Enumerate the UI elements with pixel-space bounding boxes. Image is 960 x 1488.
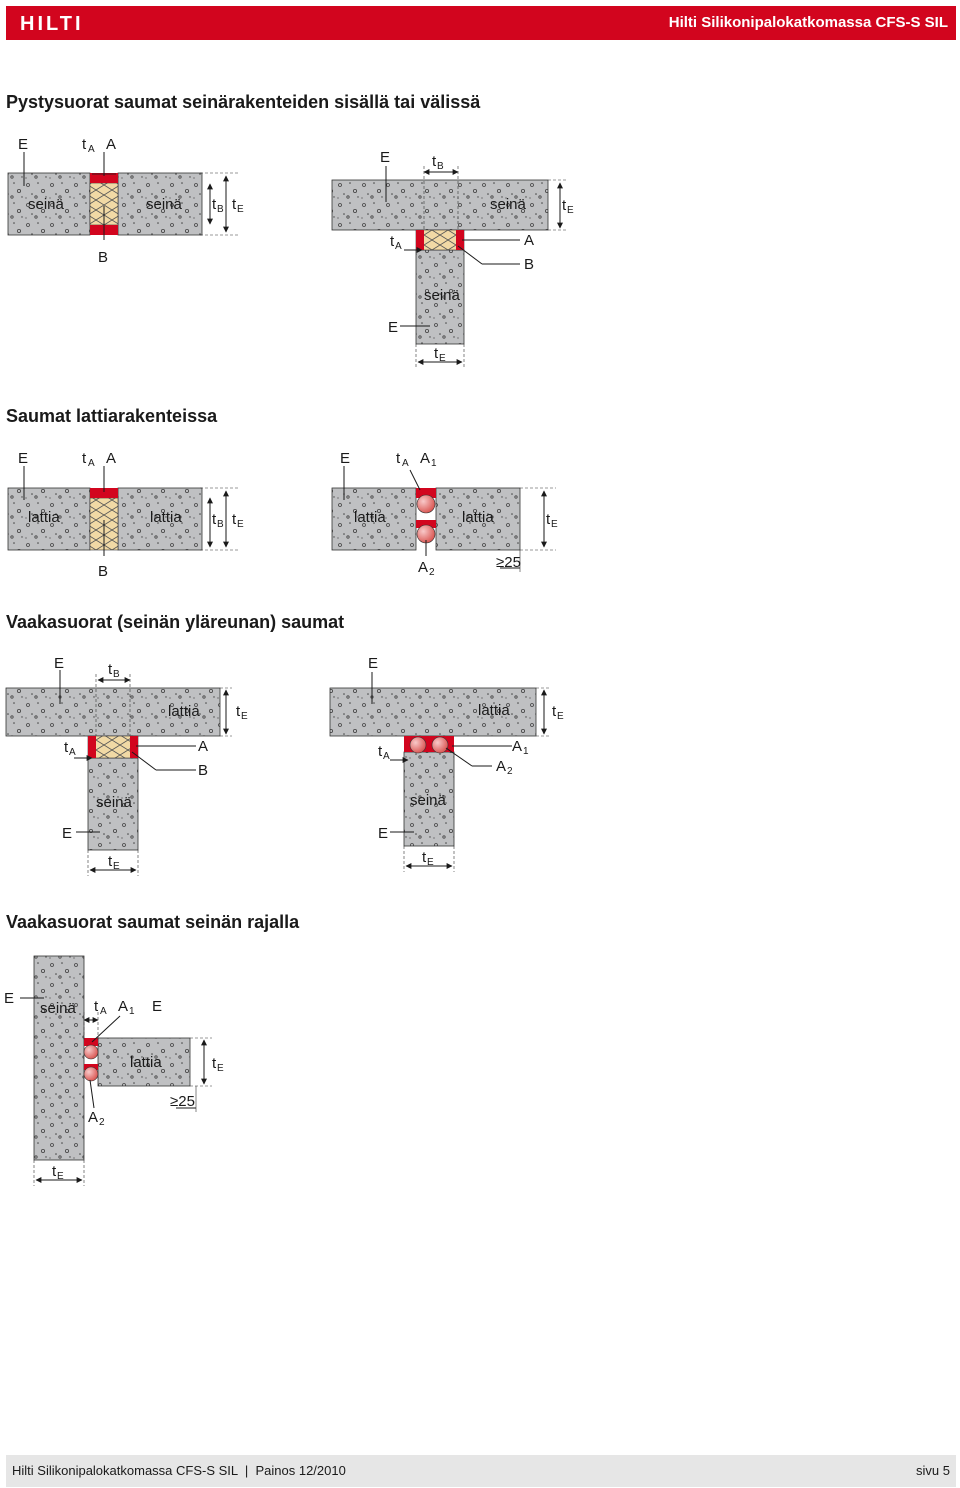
- label-sub-E: E: [567, 205, 574, 216]
- label-E: E: [62, 825, 73, 842]
- label-t: t: [108, 661, 113, 678]
- label-min-25: ≥25: [496, 554, 521, 571]
- label-t: t: [108, 853, 113, 870]
- drawing-wall-edge-floor-joint: [20, 956, 212, 1186]
- label-min-25: ≥25: [170, 1093, 195, 1110]
- label-sub-E: E: [557, 711, 564, 722]
- header-title: Hilti Silikonipalokatkomassa CFS-S SIL: [668, 14, 948, 31]
- label-floor: lattia: [130, 1054, 162, 1071]
- label-t: t: [396, 450, 401, 467]
- label-E: E: [378, 825, 389, 842]
- label-E: E: [18, 136, 29, 153]
- label-t: t: [212, 511, 217, 528]
- label-wall: seinä: [40, 1000, 76, 1017]
- label-sub-2: 2: [99, 1117, 105, 1128]
- label-A2: A: [418, 559, 429, 576]
- label-sub-A: A: [100, 1006, 107, 1017]
- label-A1: A: [420, 450, 431, 467]
- label-wall: seinä: [424, 287, 460, 304]
- label-t: t: [434, 345, 439, 362]
- label-floor: lattia: [168, 703, 200, 720]
- label-sub-E: E: [217, 1063, 224, 1074]
- label-sub-A: A: [395, 241, 402, 252]
- label-t: t: [232, 196, 237, 213]
- label-sub-A: A: [383, 751, 390, 762]
- label-A: A: [106, 450, 117, 467]
- label-wall: seinä: [28, 196, 64, 213]
- label-E: E: [388, 319, 399, 336]
- label-E: E: [152, 998, 163, 1015]
- label-sub-E: E: [551, 519, 558, 530]
- label-A: A: [106, 136, 117, 153]
- label-A1: A: [512, 738, 523, 755]
- section-title-floor-joints: Saumat lattiarakenteissa: [6, 406, 218, 426]
- label-E: E: [340, 450, 351, 467]
- label-sub-1: 1: [431, 458, 437, 469]
- label-B: B: [98, 563, 109, 580]
- label-floor: lattia: [150, 509, 182, 526]
- label-sub-B: B: [113, 669, 120, 680]
- logo-text: HILTI: [20, 14, 84, 32]
- label-t: t: [422, 849, 427, 866]
- footer-bar: [6, 1455, 956, 1487]
- label-wall: seinä: [146, 196, 182, 213]
- label-B: B: [198, 762, 209, 779]
- label-t: t: [52, 1163, 57, 1180]
- footer-text: Hilti Silikonipalokatkomassa CFS-S SIL | Painos 12/2010: [12, 1463, 346, 1478]
- label-sub-E: E: [427, 857, 434, 868]
- label-sub-2: 2: [507, 766, 513, 777]
- section-title-wall-edge-joints: Vaakasuorat saumat seinän rajalla: [6, 912, 300, 932]
- label-t: t: [390, 233, 395, 250]
- label-sub-A: A: [69, 747, 76, 758]
- label-E: E: [380, 149, 391, 166]
- label-t: t: [82, 136, 87, 153]
- label-t: t: [82, 450, 87, 467]
- label-wall: seinä: [410, 792, 446, 809]
- label-E: E: [4, 990, 15, 1007]
- label-t: t: [64, 739, 69, 756]
- label-A2: A: [496, 758, 507, 775]
- label-t: t: [378, 743, 383, 760]
- label-t: t: [212, 196, 217, 213]
- label-wall: seinä: [490, 196, 526, 213]
- label-floor: lattia: [354, 509, 386, 526]
- label-A: A: [198, 738, 209, 755]
- label-t: t: [212, 1055, 217, 1072]
- label-floor: lattia: [462, 509, 494, 526]
- label-E: E: [54, 655, 65, 672]
- label-t: t: [552, 703, 557, 720]
- label-t: t: [546, 511, 551, 528]
- label-sub-B: B: [217, 519, 224, 530]
- label-B: B: [98, 249, 109, 266]
- label-sub-A: A: [88, 458, 95, 469]
- label-A1: A: [118, 998, 129, 1015]
- drawing-top-of-wall-double-seal: [330, 672, 550, 872]
- label-sub-A: A: [88, 144, 95, 155]
- label-A: A: [524, 232, 535, 249]
- label-sub-2: 2: [429, 567, 435, 578]
- label-wall: seinä: [96, 794, 132, 811]
- label-sub-E: E: [237, 519, 244, 530]
- section-title-vertical-joints: Pystysuorat saumat seinärakenteiden sisällä tai välissä: [6, 92, 481, 112]
- label-floor: lattia: [28, 509, 60, 526]
- label-sub-B: B: [437, 161, 444, 172]
- label-sub-E: E: [57, 1171, 64, 1182]
- label-E: E: [18, 450, 29, 467]
- label-sub-A: A: [402, 458, 409, 469]
- label-A2: A: [88, 1109, 99, 1126]
- label-t: t: [432, 153, 437, 170]
- label-sub-B: B: [217, 204, 224, 215]
- page-number: sivu 5: [916, 1463, 950, 1478]
- label-t: t: [236, 703, 241, 720]
- label-sub-E: E: [113, 861, 120, 872]
- section-title-top-of-wall-joints: Vaakasuorat (seinän yläreunan) saumat: [6, 612, 345, 632]
- label-t: t: [94, 998, 99, 1015]
- label-sub-E: E: [241, 711, 248, 722]
- label-t: t: [562, 197, 567, 214]
- label-sub-E: E: [439, 353, 446, 364]
- label-floor: lattia: [478, 702, 510, 719]
- label-B: B: [524, 256, 535, 273]
- label-E: E: [368, 655, 379, 672]
- label-t: t: [232, 511, 237, 528]
- label-sub-1: 1: [523, 746, 529, 757]
- label-sub-E: E: [237, 204, 244, 215]
- label-sub-1: 1: [129, 1006, 135, 1017]
